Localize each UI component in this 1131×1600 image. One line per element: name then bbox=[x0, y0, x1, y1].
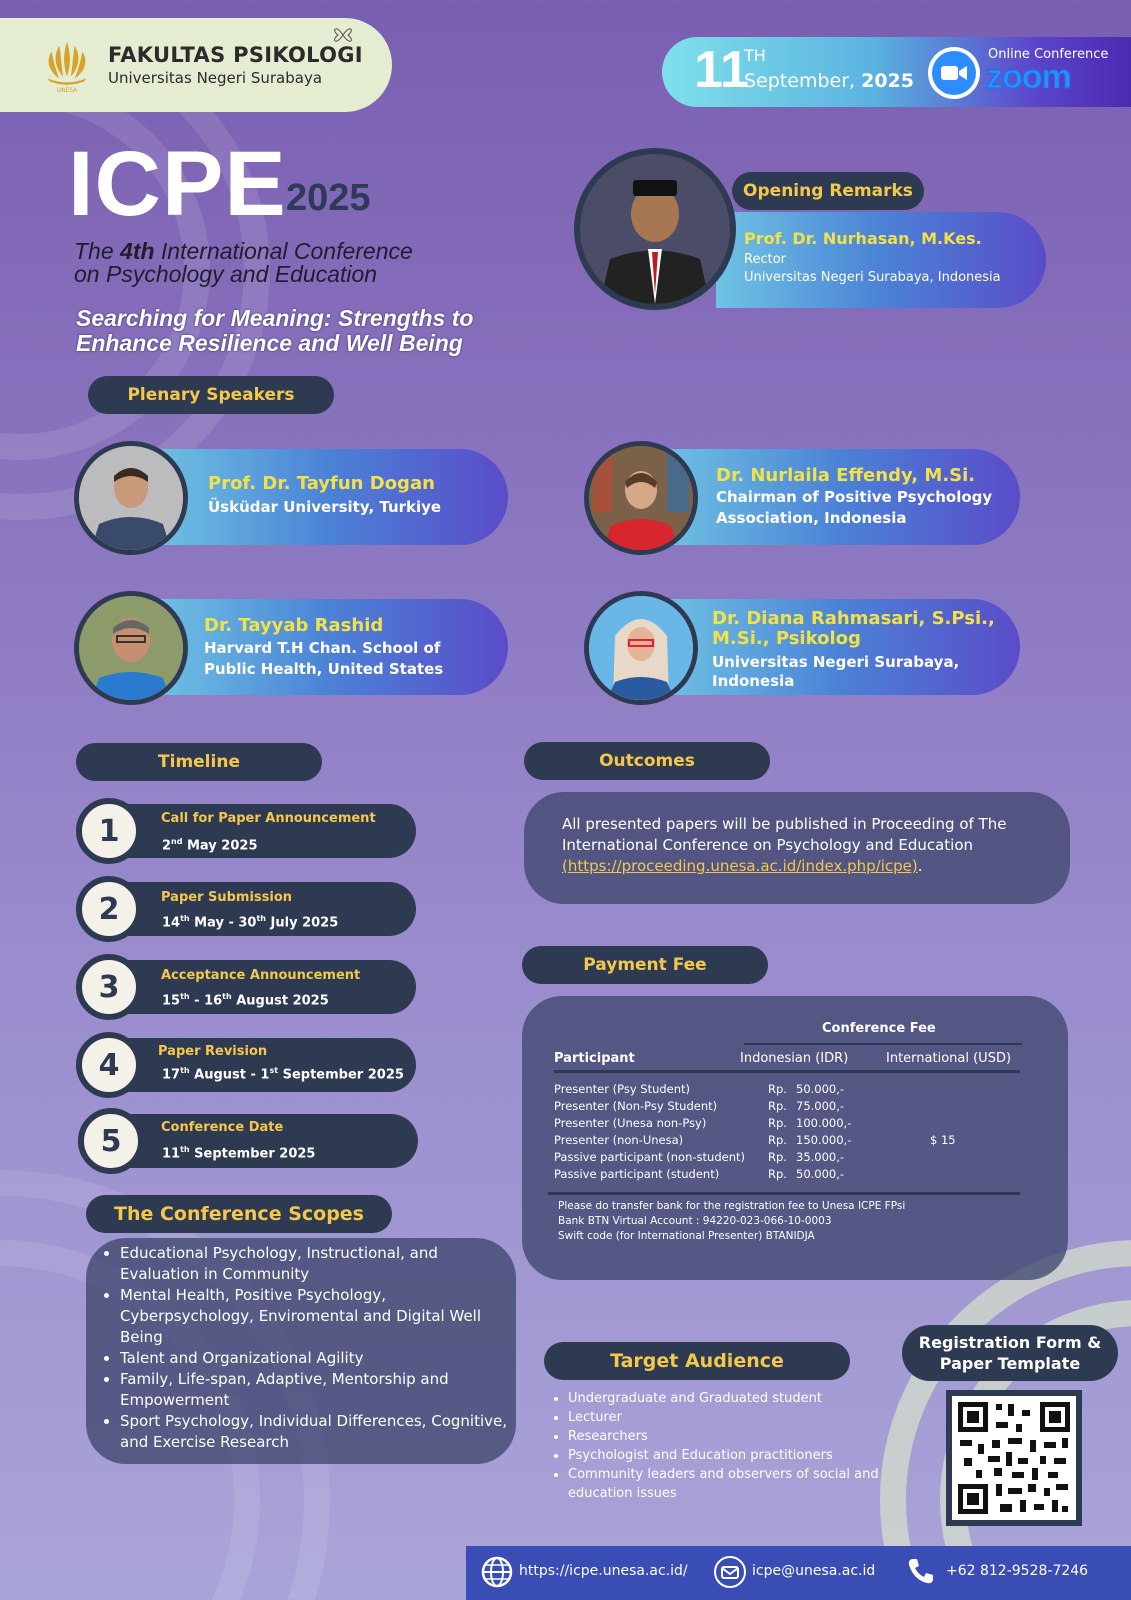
timeline-step-date: 17th August - 1st September 2025 bbox=[162, 1066, 404, 1083]
timeline-step-number: 2 bbox=[76, 876, 142, 942]
timeline-step-date: 2nd May 2025 bbox=[162, 837, 258, 854]
col-idr: Indonesian (IDR) bbox=[740, 1051, 849, 1066]
speaker-name: Dr. Tayyab Rashid bbox=[204, 615, 384, 636]
speaker-photo bbox=[74, 441, 188, 555]
speaker-photo bbox=[74, 591, 188, 705]
fee-row: Presenter (Unesa non-Psy) bbox=[554, 1116, 707, 1130]
registration-line1: Registration Form & bbox=[918, 1333, 1102, 1352]
opening-speaker-affiliation: Universitas Negeri Surabaya, Indonesia bbox=[744, 270, 1001, 285]
fee-cur: Rp. bbox=[768, 1116, 787, 1130]
person-photo-icon bbox=[79, 596, 183, 700]
date-month-year bbox=[744, 70, 914, 92]
col-usd: International (USD) bbox=[886, 1051, 1012, 1066]
theme-line1: Searching for Meaning: Strengths to bbox=[76, 305, 474, 331]
timeline-step-title: Conference Date bbox=[161, 1120, 284, 1135]
scope-item: • Mental Health, Positive Psychology, Cyberpsychology, Enviromental and Digital Well Being bbox=[120, 1285, 514, 1348]
audience-item: • Community leaders and observers of social and education issues bbox=[568, 1465, 908, 1503]
fee-idr: 75.000,- bbox=[796, 1099, 845, 1113]
scope-item: • Family, Life-span, Adaptive, Mentorship and Empowerment bbox=[120, 1369, 514, 1411]
conference-acronym: ICPE bbox=[68, 133, 287, 235]
zoom-logo bbox=[928, 47, 980, 99]
phone-icon bbox=[906, 1556, 936, 1586]
subtitle-pre: The bbox=[74, 238, 114, 264]
fee-row: Passive participant (student) bbox=[554, 1167, 720, 1181]
person-photo-icon bbox=[589, 446, 693, 550]
phone-number[interactable]: +62 812-9528-7246 bbox=[946, 1563, 1089, 1579]
speaker-affiliation: Universitas Negeri Surabaya, Indonesia bbox=[712, 653, 960, 690]
speaker-affiliation: Harvard T.H Chan. School of Public Health, United States bbox=[204, 639, 444, 678]
fee-row: Presenter (Psy Student) bbox=[554, 1082, 691, 1096]
fee-bottom-line bbox=[548, 1192, 1020, 1195]
speaker-name: Dr. Diana Rahmasari, S.Psi., M.Si., Psikolog bbox=[712, 608, 995, 649]
conference-subtitle bbox=[74, 240, 413, 286]
speaker-photo bbox=[584, 441, 698, 555]
email-link[interactable]: icpe@unesa.ac.id bbox=[752, 1563, 876, 1579]
fee-table-line bbox=[554, 1070, 1020, 1073]
fee-idr: 100.000,- bbox=[796, 1116, 852, 1130]
person-photo-icon bbox=[589, 596, 693, 700]
audience-item: • Lecturer bbox=[568, 1408, 908, 1427]
timeline-step-date: 11th September 2025 bbox=[162, 1145, 316, 1162]
scopes-list bbox=[100, 1243, 514, 1453]
fee-cur: Rp. bbox=[768, 1150, 787, 1164]
audience-list bbox=[548, 1389, 908, 1503]
timeline-step-date: 15th - 16th August 2025 bbox=[162, 992, 329, 1009]
fee-idr: 35.000,- bbox=[796, 1150, 845, 1164]
zoom-wordmark: zoom bbox=[986, 58, 1071, 96]
fee-usd: $ 15 bbox=[930, 1133, 956, 1147]
fee-idr: 50.000,- bbox=[796, 1082, 845, 1096]
timeline-step-number: 1 bbox=[76, 798, 142, 864]
outcomes-line1: All presented papers will be published in Proceeding of The bbox=[562, 815, 1007, 833]
timeline-step-number: 5 bbox=[78, 1108, 144, 1174]
audience-item: • Undergraduate and Graduated student bbox=[568, 1389, 908, 1408]
audience-item: • Psychologist and Education practitioners bbox=[568, 1446, 908, 1465]
fee-row: Passive participant (non-student) bbox=[554, 1150, 745, 1164]
target-audience-heading: Target Audience bbox=[544, 1342, 850, 1380]
subtitle-ordinal: 4th bbox=[120, 238, 155, 264]
fee-row: Presenter (Non-Psy Student) bbox=[554, 1099, 718, 1113]
col-participant: Participant bbox=[554, 1051, 635, 1066]
butterfly-icon bbox=[330, 22, 356, 48]
proceeding-link[interactable]: (https://proceeding.unesa.ac.id/index.php/icpe) bbox=[562, 857, 918, 875]
logo-text: UNESA bbox=[57, 88, 77, 94]
speaker-affiliation: Üsküdar University, Turkiye bbox=[208, 498, 442, 516]
timeline-step-number: 4 bbox=[76, 1032, 142, 1098]
conference-fee-header: Conference Fee bbox=[822, 1021, 936, 1036]
globe-icon bbox=[481, 1556, 513, 1588]
fee-cur: Rp. bbox=[768, 1082, 787, 1096]
video-camera-icon bbox=[932, 51, 976, 95]
registration-heading bbox=[902, 1325, 1118, 1381]
timeline-step-title: Acceptance Announcement bbox=[161, 968, 361, 983]
timeline-step-title: Call for Paper Announcement bbox=[161, 811, 376, 826]
speaker-photo bbox=[584, 591, 698, 705]
bank-note bbox=[558, 1199, 905, 1244]
unesa-logo-icon bbox=[38, 36, 96, 94]
outcomes-period: . bbox=[917, 857, 923, 875]
timeline-step-date: 14th May - 30th July 2025 bbox=[162, 914, 339, 931]
timeline-step-title: Paper Submission bbox=[161, 890, 293, 905]
fee-idr: 50.000,- bbox=[796, 1167, 845, 1181]
fee-cur: Rp. bbox=[768, 1133, 787, 1147]
theme-line2: Enhance Resilience and Well Being bbox=[76, 330, 463, 356]
bank-account: Bank BTN Virtual Account : 94220-023-066-10-0003 bbox=[558, 1215, 832, 1227]
subtitle-line2: on Psychology and Education bbox=[74, 261, 378, 287]
conference-theme bbox=[76, 306, 473, 356]
website-link[interactable]: https://icpe.unesa.ac.id/ bbox=[519, 1563, 688, 1579]
faculty-name: FAKULTAS PSIKOLOGI bbox=[108, 43, 363, 67]
speaker-name: Dr. Nurlaila Effendy, M.Si. bbox=[716, 465, 976, 486]
plenary-speakers-heading: Plenary Speakers bbox=[88, 376, 334, 414]
date-suffix: TH bbox=[744, 46, 766, 65]
fee-cur: Rp. bbox=[768, 1167, 787, 1181]
date-day: 11 bbox=[694, 41, 749, 99]
opening-speaker-name: Prof. Dr. Nurhasan, M.Kes. bbox=[744, 229, 982, 248]
timeline-heading: Timeline bbox=[76, 743, 322, 781]
date-year: 2025 bbox=[861, 70, 914, 92]
timeline-step-number: 3 bbox=[76, 954, 142, 1020]
outcomes-line2: International Conference on Psychology and Education bbox=[562, 836, 974, 854]
conference-year: 2025 bbox=[286, 177, 371, 219]
opening-speaker-role: Rector bbox=[744, 252, 786, 267]
opening-remarks-heading: Opening Remarks bbox=[732, 172, 924, 210]
timeline-step-title: Paper Revision bbox=[158, 1044, 268, 1059]
conference-scopes-heading: The Conference Scopes bbox=[86, 1195, 392, 1233]
scope-item: • Educational Psychology, Instructional, and Evaluation in Community bbox=[120, 1243, 514, 1285]
speaker-name: Prof. Dr. Tayfun Dogan bbox=[208, 473, 435, 494]
person-photo-icon bbox=[79, 446, 183, 550]
qr-code-icon bbox=[952, 1396, 1076, 1520]
registration-line2: Paper Template bbox=[939, 1354, 1081, 1373]
payment-fee-heading: Payment Fee bbox=[522, 946, 768, 984]
speaker-photo-icon bbox=[580, 154, 730, 304]
outcomes-text bbox=[562, 814, 1006, 877]
opening-photo-ring bbox=[574, 148, 736, 310]
faculty-logo-banner bbox=[0, 18, 392, 112]
swift-code: Swift code (for International Presenter) BTANIDJA bbox=[558, 1230, 815, 1242]
date-month: September, bbox=[744, 70, 856, 92]
registration-qr-code[interactable] bbox=[946, 1390, 1082, 1526]
scope-item: • Talent and Organizational Agility bbox=[120, 1348, 514, 1369]
subtitle-line1: International Conference bbox=[160, 238, 413, 264]
fee-row: Presenter (non-Unesa) bbox=[554, 1133, 684, 1147]
email-icon bbox=[714, 1556, 746, 1588]
university-name: Universitas Negeri Surabaya bbox=[108, 69, 323, 87]
bank-note-line1: Please do transfer bank for the registration fee to Unesa ICPE FPsi bbox=[558, 1200, 906, 1212]
fee-idr: 150.000,- bbox=[796, 1133, 852, 1147]
scope-item: • Sport Psychology, Individual Differences, Cognitive, and Exercise Research bbox=[120, 1411, 514, 1453]
fee-cur: Rp. bbox=[768, 1099, 787, 1113]
online-conference-label: Online Conference bbox=[988, 47, 1109, 62]
speaker-affiliation: Chairman of Positive Psychology Association, Indonesia bbox=[716, 488, 993, 527]
outcomes-heading: Outcomes bbox=[524, 742, 770, 780]
fee-header-line bbox=[744, 1043, 1022, 1045]
audience-item: • Researchers bbox=[568, 1427, 908, 1446]
